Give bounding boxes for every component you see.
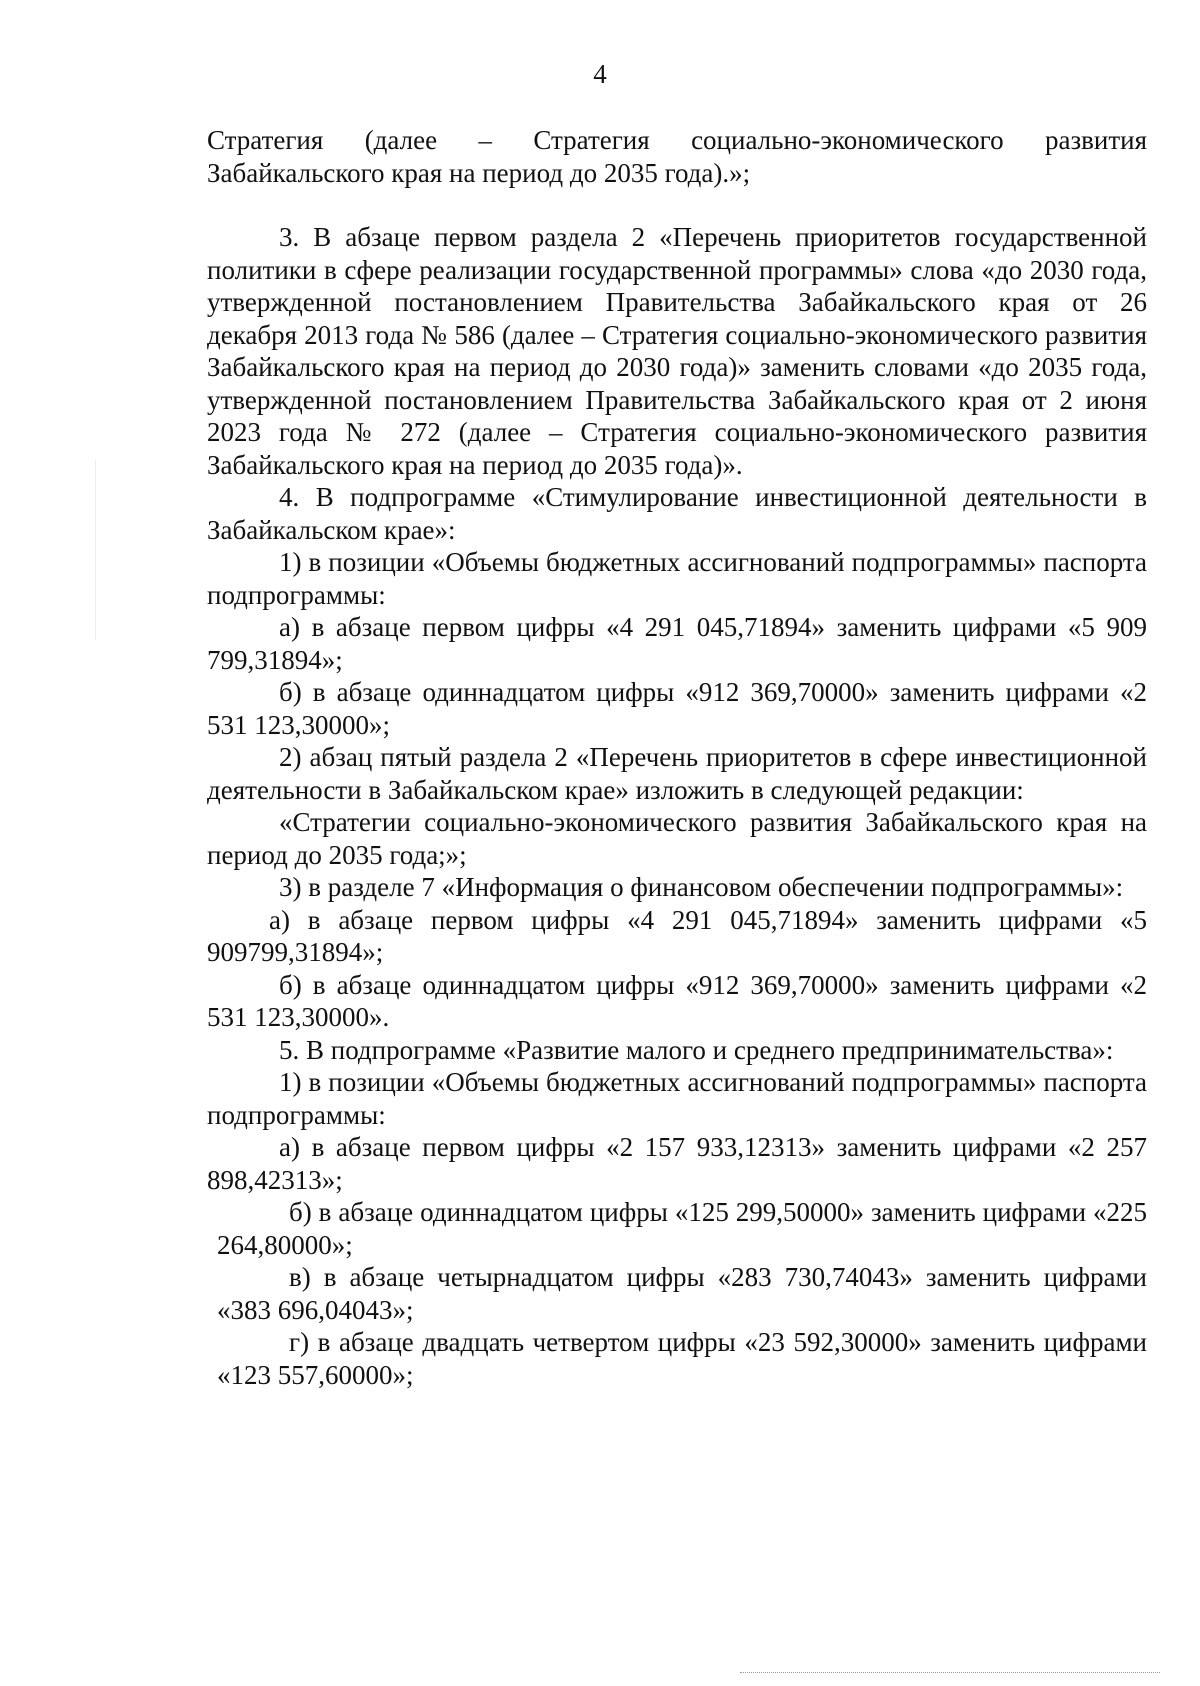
paragraph-strategy-continuation: Стратегия (далее – Стратегия социально-экономического развития Забайкальского края на период до 2035 года).»; — [207, 125, 1147, 188]
scan-bottom-edge — [740, 1672, 1160, 1673]
paragraph-item-5-1-c: в) в абзаце четырнадцатом цифры «283 730,74043» заменить цифрами «383 696,04043»; — [217, 1262, 1147, 1325]
page-number: 4 — [593, 59, 607, 89]
paragraph-item-5-1-b: б) в абзаце одиннадцатом цифры «125 299,50000» заменить цифрами «225 264,80000»; — [217, 1197, 1147, 1260]
paragraph-item-4-3-a: а) в абзаце первом цифры «4 291 045,71894» заменить цифрами «5 909799,31894»; — [207, 904, 1147, 967]
paragraph-item-4-1: 1) в позиции «Объемы бюджетных ассигнований подпрограммы» паспорта подпрограммы: — [207, 547, 1147, 610]
paragraph-item-5-1-d: г) в абзаце двадцать четвертом цифры «23 592,30000» заменить цифрами «123 557,60000»; — [217, 1327, 1147, 1390]
paragraph-spacer — [207, 189, 1147, 221]
paragraph-item-4-1-b: б) в абзаце одиннадцатом цифры «912 369,70000» заменить цифрами «2 531 123,30000»; — [207, 677, 1147, 740]
scan-artifact-line — [95, 460, 96, 640]
paragraph-item-5-1: 1) в позиции «Объемы бюджетных ассигнований подпрограммы» паспорта подпрограммы: — [207, 1067, 1147, 1130]
paragraph-item-3: 3. В абзаце первом раздела 2 «Перечень приоритетов государственной политики в сфере реализации государственной программы» слова «до 2030 года, утвержденной постановлением Правительства Забайкальского края от 26 декабря 2013 года № 586 (далее – Стратегия социально-экономического развития Забайкальского края на период до 2030 года)» заменить словами «до 2035 года, утвержденной постановлением Правительства Забайкальского края от 2 июня 2023 года № 272 (далее – Стратегия социально-экономического развития Забайкальского края на период до 2035 года)». — [207, 222, 1147, 480]
paragraph-item-5-1-a: а) в абзаце первом цифры «2 157 933,12313» заменить цифрами «2 257 898,42313»; — [207, 1132, 1147, 1195]
document-body — [207, 124, 1147, 1391]
paragraph-item-4-2-quote: «Стратегии социально-экономического развития Забайкальского края на период до 2035 года;»; — [207, 807, 1147, 870]
paragraph-item-4-3: 3) в разделе 7 «Информация о финансовом обеспечении подпрограммы»: — [279, 872, 1124, 902]
paragraph-item-4-3-b: б) в абзаце одиннадцатом цифры «912 369,70000» заменить цифрами «2 531 123,30000». — [207, 969, 1147, 1032]
paragraph-item-4-2: 2) абзац пятый раздела 2 «Перечень приоритетов в сфере инвестиционной деятельности в Забайкальском крае» изложить в следующей редакции: — [207, 742, 1147, 805]
paragraph-item-4: 4. В подпрограмме «Стимулирование инвестиционной деятельности в Забайкальском крае»: — [207, 482, 1147, 545]
paragraph-item-5: 5. В подпрограмме «Развитие малого и среднего предпринимательства»: — [279, 1034, 1114, 1065]
paragraph-item-4-1-a: а) в абзаце первом цифры «4 291 045,71894» заменить цифрами «5 909 799,31894»; — [207, 612, 1147, 675]
